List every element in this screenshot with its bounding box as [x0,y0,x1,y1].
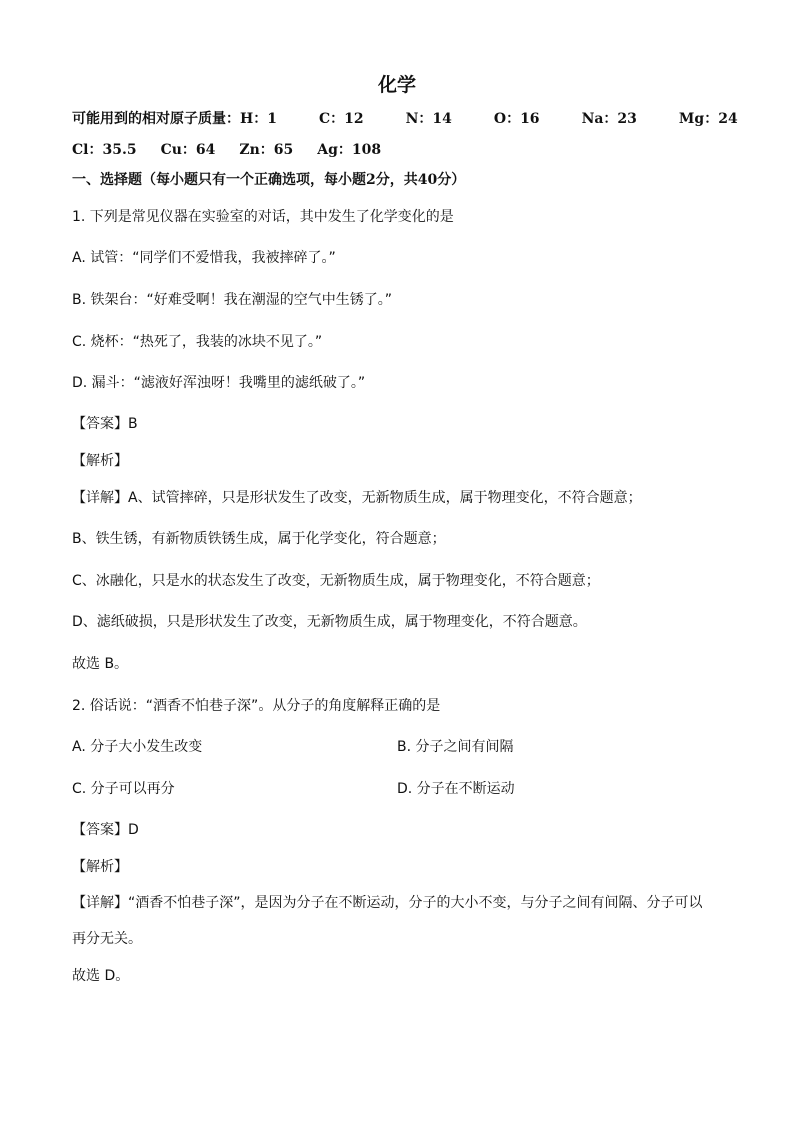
atomic-mass-label: 可能用到的相对原子质量： [72,111,240,127]
question-2-stem: 2. 俗话说：“酒香不怕巷子深”。从分子的角度解释正确的是 [72,698,441,714]
question-1-conclusion: 故选 B。 [72,656,129,672]
question-1-detail-c: C、冰融化，只是水的状态发生了改变，无新物质生成，属于物理变化，不符合题意； [72,573,600,589]
question-2-conclusion: 故选 D。 [72,968,130,984]
atomic-mass-n: N：14 [405,111,452,127]
atomic-mass-o: O：16 [493,111,540,127]
page-title: 化学 [377,74,416,96]
atomic-mass-cu: Cu：64 [160,142,216,158]
atomic-mass-ag: Ag：108 [317,142,382,158]
question-2-option-c: C. 分子可以再分 [72,781,175,797]
section-heading: 一、选择题（每小题只有一个正确选项，每小题2分，共40分） [72,172,466,188]
question-1-stem: 1. 下列是常见仪器在实验室的对话，其中发生了化学变化的是 [72,209,454,225]
atomic-mass-h: H：1 [240,111,277,127]
question-1-option-a: A. 试管：“同学们不爱惜我，我被摔碎了。” [72,250,336,266]
question-1-option-d: D. 漏斗：“滤液好浑浊呀！我嘴里的滤纸破了。” [72,375,366,391]
atomic-mass-cl: Cl：35.5 [72,142,137,158]
question-1-detail-d: D、滤纸破损，只是形状发生了改变，无新物质生成，属于物理变化，不符合题意。 [72,614,587,630]
question-1-detail-a: 【详解】A、试管摔碎，只是形状发生了改变，无新物质生成，属于物理变化，不符合题意； [72,490,642,506]
question-2-detail-line-2: 再分无关。 [72,931,142,947]
atomic-mass-mg: Mg：24 [678,111,738,127]
question-1-detail-b: B、铁生锈，有新物质铁锈生成，属于化学变化，符合题意； [72,531,446,547]
atomic-mass-row-1 [72,109,738,129]
question-2-answer: 【答案】D [72,822,139,838]
question-2-option-b: B. 分子之间有间隔 [397,739,514,755]
question-1-analysis-label: 【解析】 [72,453,128,469]
question-2-option-a: A. 分子大小发生改变 [72,739,203,755]
atomic-mass-c: C：12 [318,111,364,127]
atomic-mass-zn: Zn：65 [239,142,294,158]
question-2-option-d: D. 分子在不断运动 [397,781,515,797]
question-2-detail-line-1: 【详解】“酒香不怕巷子深”，是因为分子在不断运动，分子的大小不变，与分子之间有间隔、分子可以 [72,895,703,911]
atomic-mass-na: Na：23 [581,111,637,127]
question-1-answer: 【答案】B [72,416,138,432]
atomic-mass-row-2 [72,140,381,160]
question-2-analysis-label: 【解析】 [72,859,128,875]
question-1-option-b: B. 铁架台：“好难受啊！我在潮湿的空气中生锈了。” [72,292,393,308]
question-1-option-c: C. 烧杯：“热死了，我装的冰块不见了。” [72,334,323,350]
